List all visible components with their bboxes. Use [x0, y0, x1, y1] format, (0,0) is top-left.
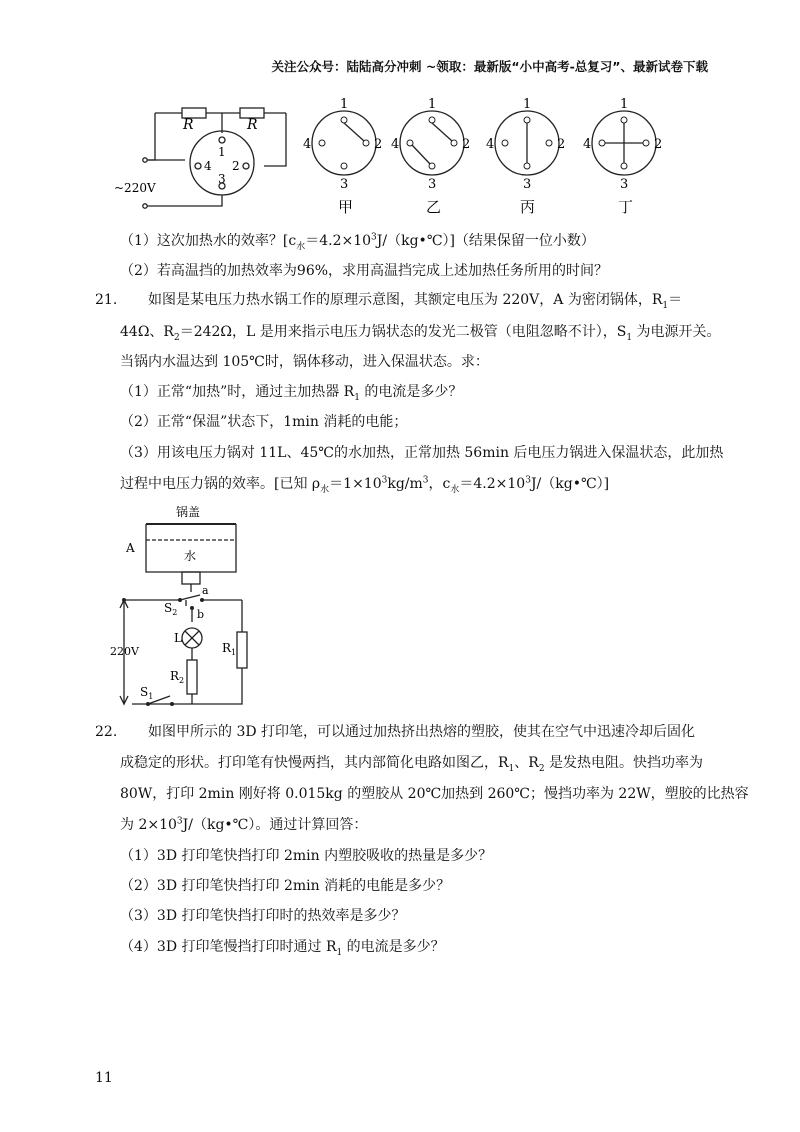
- q21-number: 21.: [95, 292, 118, 308]
- figure-q20-circuit: [100, 88, 690, 220]
- q22-number: 22.: [95, 724, 118, 740]
- svg-text:4: 4: [391, 137, 400, 152]
- svg-text:4: 4: [486, 137, 495, 152]
- q22-sub3: （3）3D 打印笔快挡打印时的热效率是多少？: [120, 908, 406, 924]
- q21-sub2: （2）正常“保温”状态下，1min 消耗的电能；: [120, 414, 408, 430]
- q20-sub2: （2）若高温挡的加热效率为96%，求用高温挡完成上述加热任务所用的时间？: [120, 263, 609, 279]
- figure-q21-circuit: [110, 500, 280, 710]
- q21-sub3-line2: 过程中电压力锅的效率。[已知 $\rho_水=1\times 10^3kg/m^3$，$c_水=4.2\times 10^3J/(kg•℃)$]: [120, 475, 610, 495]
- terminal-3: 3: [218, 172, 226, 186]
- label-bing: 丙: [520, 198, 536, 216]
- q21-line1: 如图是某电压力热水锅工作的原理示意图，其额定电压为 220V，A 为密闭锅体，$R_1=$: [148, 292, 683, 311]
- label-switch-b: b: [197, 608, 205, 621]
- q22-sub2: （2）3D 打印笔快挡打印 2min 消耗的电能是多少？: [120, 878, 451, 894]
- q22-sub1: （1）3D 打印笔快挡打印 2min 内塑胶吸收的热量是多少？: [120, 848, 493, 864]
- label-l: L: [174, 631, 182, 645]
- svg-text:4: 4: [303, 137, 312, 152]
- svg-text:1: 1: [620, 97, 629, 112]
- q22-sub4: （4）3D 打印笔慢挡打印时通过 $R_1$ 的电流是多少？: [120, 939, 445, 958]
- q21-sub3: （3）用该电压力锅对 11L、45℃的水加热，正常加热 56min 后电压力锅进入保温状态，此加热: [120, 445, 724, 461]
- label-s2: $S_2$: [164, 601, 178, 617]
- svg-text:3: 3: [428, 177, 437, 192]
- q20-sub1: （1）这次加热水的效率？$[c_水=4.2\times 10^3J/(kg•℃)]$（结果保留一位小数）: [120, 232, 595, 252]
- label-water: 水: [184, 549, 197, 563]
- q22-line4: 为 $2\times 10^3J/(kg•℃)$。通过计算回答：: [120, 816, 368, 833]
- q21-sub1: （1）正常“加热”时，通过主加热器 $R_1$ 的电流是多少？: [120, 384, 463, 403]
- label-ding: 丁: [618, 198, 634, 216]
- state-jia: [303, 97, 382, 216]
- page-number: 11: [95, 1070, 113, 1086]
- label-s1: $S_1$: [140, 685, 154, 701]
- q21-line2: 44Ω、$R_2=242\Omega$，L 是用来指示电压力锅状态的发光二极管（电阻忽略不计），$S_1$ 为电源开关。: [120, 324, 721, 343]
- q22-line3: 80W，打印 2min 刚好将 0.015kg 的塑胶从 20℃加热到 260℃；慢挡功率为 22W，塑胶的比热容: [120, 786, 749, 802]
- svg-text:1: 1: [523, 97, 532, 112]
- q21-line3: 当锅内水温达到 105℃时，锅体移动，进入保温状态。求：: [120, 354, 489, 370]
- svg-text:1: 1: [340, 97, 349, 112]
- label-r-left: R: [183, 117, 194, 133]
- label-a: A: [126, 541, 135, 555]
- terminal-2: 2: [232, 159, 240, 173]
- svg-text:2: 2: [374, 137, 383, 152]
- label-r2: $R_2$: [170, 669, 185, 685]
- label-lid: 锅盖: [176, 505, 201, 519]
- label-voltage: ~220V: [114, 181, 156, 195]
- svg-text:2: 2: [557, 137, 566, 152]
- state-bing: [486, 97, 565, 216]
- page-header: 关注公众号：陆陆高分冲刺 ~领取：最新版“小中高考-总复习”、最新试卷下载: [271, 59, 708, 74]
- q22-line1: 如图甲所示的 3D 打印笔，可以通过加热挤出热熔的塑胶，使其在空气中迅速冷却后固化: [148, 724, 696, 740]
- label-yi: 乙: [426, 198, 442, 216]
- terminal-1: 1: [218, 145, 226, 159]
- label-switch-a: a: [202, 584, 209, 597]
- svg-text:2: 2: [462, 137, 471, 152]
- label-r1: $R_1$: [222, 641, 237, 657]
- svg-text:3: 3: [340, 177, 349, 192]
- label-jia: 甲: [338, 198, 354, 216]
- label-r-right: R: [247, 117, 258, 133]
- svg-text:4: 4: [583, 137, 592, 152]
- svg-text:3: 3: [523, 177, 532, 192]
- svg-text:3: 3: [620, 177, 629, 192]
- terminal-4: 4: [204, 159, 212, 173]
- state-ding: [583, 97, 662, 216]
- state-yi: [391, 97, 470, 216]
- q22-line2: 成稳定的形状。打印笔有快慢两挡，其内部简化电路如图乙，$R_1$、$R_2$ 是发热电阻。快挡功率为: [120, 755, 704, 774]
- svg-text:1: 1: [428, 97, 437, 112]
- svg-text:2: 2: [654, 137, 663, 152]
- label-220v: 220V: [110, 645, 139, 658]
